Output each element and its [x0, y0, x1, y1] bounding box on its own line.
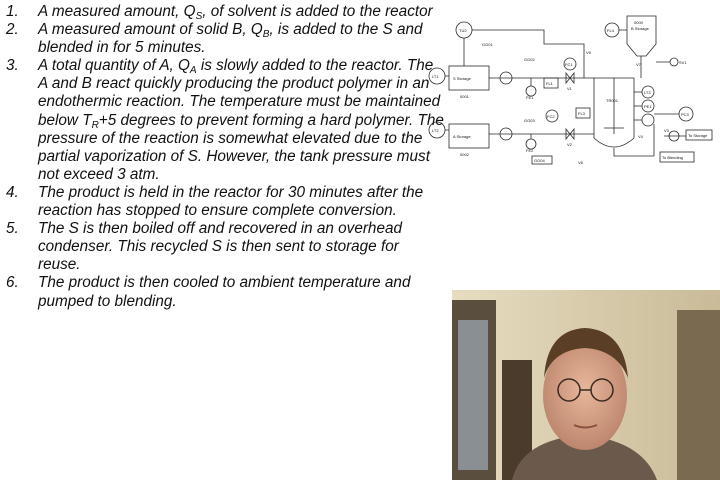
svg-text:FC1: FC1 — [565, 62, 573, 67]
svg-text:LT2: LT2 — [432, 128, 439, 133]
svg-text:To Blending: To Blending — [662, 155, 683, 160]
step-3: 3. A total quantity of A, $Q_A$ is slowly added to the reactor. The A and B react quickly producing the product polymer in an endothermic reaction. The temperature must be maintained below $T_R+5$ degrees to prevent forming a hard polymer. The pressure of the reaction is somewhat elevated due to the partial vaporization of S. However, the tank pressure must not exceed 3 atm. — [6, 57, 444, 183]
svg-text:V3: V3 — [664, 128, 669, 133]
svg-text:B Storage: B Storage — [631, 26, 649, 31]
svg-text:V6: V6 — [578, 160, 583, 165]
step-5: 5. The S is then boiled off and recovered in an overhead condenser. This recycled S is then sent to storage for reuse. — [6, 220, 402, 274]
svg-text:S Storage: S Storage — [453, 76, 471, 81]
svg-text:V5: V5 — [586, 50, 591, 55]
svg-text:GG04: GG04 — [534, 158, 545, 163]
svg-text:GG01: GG01 — [482, 42, 493, 47]
svg-text:0000: 0000 — [634, 20, 643, 25]
svg-text:TR001: TR001 — [606, 98, 619, 103]
svg-text:V4: V4 — [638, 134, 643, 139]
svg-text:V1: V1 — [567, 86, 572, 91]
sv1-icon — [670, 58, 678, 66]
svg-text:FL1: FL1 — [546, 81, 553, 86]
svg-text:To Storage: To Storage — [688, 133, 708, 138]
svg-text:GG03: GG03 — [524, 118, 535, 123]
svg-text:FE1: FE1 — [526, 95, 534, 100]
svg-text:SV1: SV1 — [679, 60, 687, 65]
svg-text:FL3: FL3 — [578, 111, 585, 116]
step-4: 4. The product is held in the reactor for 30 minutes after the reaction has stopped to ensure complete conversion. — [6, 183, 424, 220]
process-flow-diagram — [424, 6, 720, 176]
svg-text:FC2: FC2 — [547, 114, 555, 119]
step-2: 2. A measured amount of solid B, $Q_B$, is added to the S and blended in for 5 minutes. — [6, 21, 423, 57]
webcam-video-feed — [452, 290, 720, 480]
step-6: 6. The product is then cooled to ambient temperature and pumped to blending. — [6, 274, 411, 310]
svg-text:FE2: FE2 — [526, 148, 534, 153]
svg-text:V7: V7 — [636, 62, 641, 67]
svg-text:A Storage: A Storage — [453, 134, 471, 139]
svg-text:PE1: PE1 — [644, 104, 652, 109]
svg-text:FL4: FL4 — [607, 28, 614, 33]
svg-text:0001: 0001 — [460, 94, 469, 99]
svg-text:0002: 0002 — [460, 152, 469, 157]
step-1: 1. A measured amount, $Q_S$, of solvent is added to the reactor — [6, 3, 433, 22]
svg-text:V2: V2 — [567, 142, 572, 147]
procedure-steps — [4, 3, 444, 311]
presenter-video-image — [452, 290, 720, 480]
svg-text:PC3: PC3 — [681, 112, 689, 117]
pe2-instrument — [642, 114, 654, 126]
svg-text:LT3: LT3 — [644, 90, 651, 95]
svg-text:LT1: LT1 — [432, 74, 439, 79]
svg-text:TU2: TU2 — [459, 28, 467, 33]
svg-text:GG02: GG02 — [524, 57, 535, 62]
